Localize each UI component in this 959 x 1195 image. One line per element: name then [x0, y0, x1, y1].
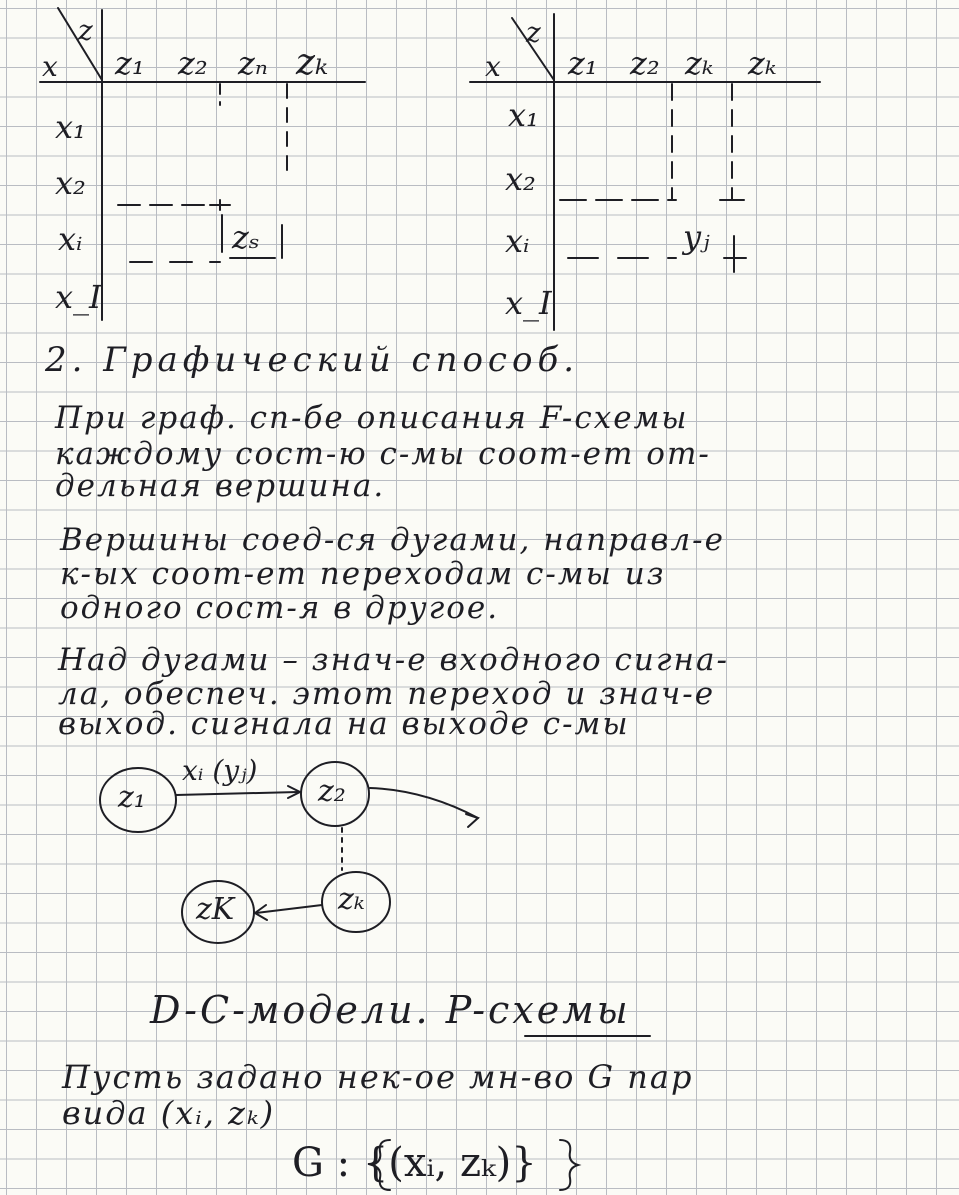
paragraph1-line: При граф. сп-бе описания F-схемы — [55, 400, 689, 436]
table2-corner-top: z — [526, 16, 541, 49]
table1-row-header: x₂ — [55, 164, 86, 202]
table1-corner-top: z — [78, 14, 93, 47]
table2-cell: yⱼ — [683, 218, 710, 256]
table2-col-header: z₂ — [630, 44, 660, 82]
table1-col-header: z₁ — [115, 44, 145, 82]
paragraph3-line: выход. сигнала на выходе с-мы — [58, 706, 630, 742]
table1-col-header: z₂ — [178, 44, 208, 82]
table1-col-header: zₖ — [296, 42, 329, 83]
graph-node-label: z₁ — [118, 780, 146, 815]
graph-node-label: zₖ — [338, 882, 365, 917]
paragraph2-line: одного сост-я в другое. — [60, 590, 500, 626]
table1-cell: zₛ — [232, 218, 260, 256]
edge-z1-z2 — [176, 792, 298, 795]
formula-right-brace — [560, 1140, 578, 1190]
graph-node-label: zK — [196, 892, 235, 927]
graph-node-label: z₂ — [318, 774, 346, 809]
paragraph3-line: Над дугами – знач-е входного сигна- — [58, 642, 729, 678]
table2-row-header: x₁ — [508, 96, 539, 134]
table1-corner-left: x — [42, 50, 58, 83]
table2-corner-left: x — [485, 50, 501, 83]
paragraph1-line: каждому сост-ю с-мы соот-ет от- — [55, 436, 711, 472]
table2-col-header: z₁ — [568, 44, 598, 82]
graph-edge-label: xᵢ (yⱼ) — [182, 754, 258, 787]
table1-row-header: x_I — [55, 278, 102, 316]
paragraph2-line: к-ых соот-ет переходам с-мы из — [60, 556, 666, 592]
table1-row-header: x₁ — [55, 108, 86, 146]
table2-col-header: zₖ — [748, 44, 777, 82]
paragraph1-line: дельная вершина. — [55, 468, 386, 504]
paragraph2-line: Вершины соед-ся дугами, направл-е — [60, 522, 726, 558]
table2-row-header: x_I — [505, 284, 552, 322]
formula: G : {(xᵢ, zₖ)} — [292, 1140, 537, 1186]
paragraph3-line: ла, обеспеч. этот переход и знач-е — [58, 676, 716, 712]
table2-row-header: xᵢ — [505, 222, 530, 260]
section-heading: 2. Графический способ. — [45, 340, 580, 380]
heading-dc-models: D-C-модели. P-схемы — [150, 988, 631, 1032]
state-graph — [100, 762, 478, 943]
table1-row-header: xᵢ — [58, 220, 83, 258]
table2-row-header: x₂ — [505, 160, 536, 198]
table2-col-header: zₖ — [685, 44, 714, 82]
table1-col-header: zₙ — [238, 44, 268, 82]
paragraph4-line: вида (xᵢ, zₖ) — [62, 1094, 276, 1132]
edge-z2-out — [370, 788, 478, 818]
paragraph4-line: Пусть задано нек-ое мн-во G пар — [62, 1058, 694, 1096]
